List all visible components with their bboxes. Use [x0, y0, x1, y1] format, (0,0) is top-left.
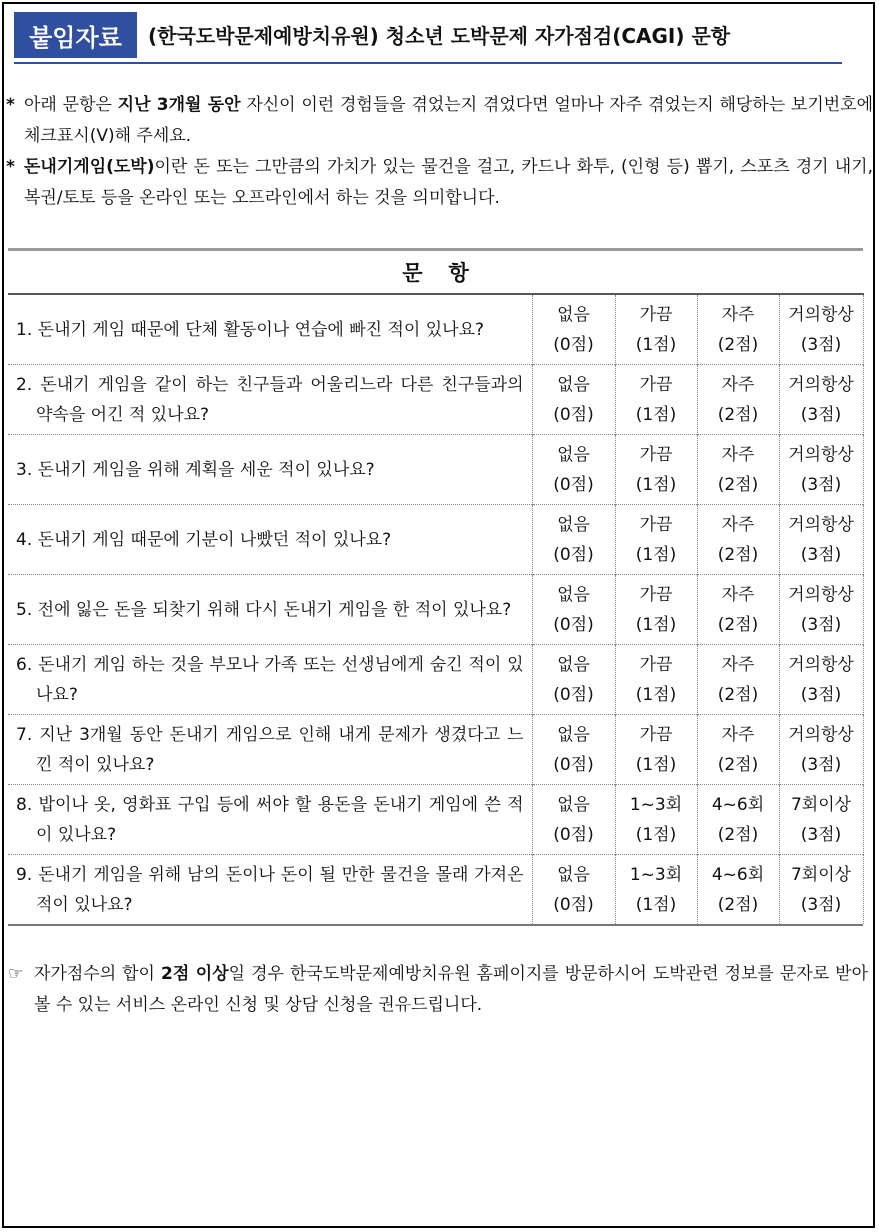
option-label: 자주 [721, 444, 755, 465]
answer-option[interactable] [615, 575, 697, 645]
answer-option[interactable] [697, 855, 779, 925]
answer-option[interactable] [779, 715, 863, 785]
option-label: 1~3회 [629, 794, 683, 815]
option-score: (1점) [635, 544, 677, 565]
question-text-cell [8, 365, 532, 435]
option-score: (1점) [635, 474, 677, 495]
option-label: 거의항상 [788, 654, 854, 675]
instruction-note [4, 90, 873, 152]
pointing-hand-icon: ☞ [8, 964, 24, 984]
note-text: 아래 문항은 [24, 95, 118, 115]
option-label: 가끔 [639, 584, 673, 605]
question-number: 9. [16, 864, 33, 885]
answer-option[interactable] [532, 505, 615, 575]
answer-option[interactable] [779, 365, 863, 435]
option-score: (0점) [553, 684, 594, 705]
question-label: 돈내기 게임을 같이 하는 친구들과 어울리느라 다른 친구들과의 약속을 어긴 적 있나요? [36, 374, 524, 425]
question-text [16, 860, 524, 920]
answer-option[interactable] [697, 505, 779, 575]
question-number: 4. [16, 529, 33, 550]
question-text-cell [8, 715, 532, 785]
option-label: 자주 [721, 724, 755, 745]
question-label: 지난 3개월 동안 돈내기 게임으로 인해 내게 문제가 생겼다고 느낀 적이 있나요? [36, 724, 524, 775]
question-label: 전에 잃은 돈을 되찾기 위해 다시 돈내기 게임을 한 적이 있나요? [37, 599, 512, 620]
option-label: 없음 [557, 374, 590, 395]
footer-text-part: 일 경우 한국도박문제예방치유원 홈페이지를 방문하시어 도박관련 정보를 문자로 받아볼 수 있는 서비스 온라인 신청 및 상담 신청을 권유드립니다. [34, 964, 869, 1015]
question-text [16, 650, 524, 710]
option-score: (3점) [800, 684, 842, 705]
answer-option[interactable] [532, 785, 615, 855]
option-score: (2점) [717, 754, 759, 775]
question-number: 7. [16, 724, 33, 745]
question-row [8, 855, 863, 925]
answer-option[interactable] [532, 294, 615, 365]
option-score: (2점) [717, 824, 759, 845]
question-text [16, 595, 524, 625]
answer-option[interactable] [615, 785, 697, 855]
option-label: 가끔 [639, 654, 673, 675]
option-label: 없음 [557, 304, 590, 325]
question-text [16, 315, 524, 345]
question-row [8, 785, 863, 855]
option-score: (3점) [800, 614, 842, 635]
option-label: 자주 [721, 374, 755, 395]
question-label: 돈내기 게임을 위해 남의 돈이나 돈이 될 만한 물건을 몰래 가져온 적이 있나요? [36, 864, 524, 915]
option-label: 가끔 [639, 444, 673, 465]
option-score: (0점) [553, 614, 594, 635]
answer-option[interactable] [779, 645, 863, 715]
questions-heading: 문항 [402, 261, 495, 285]
question-number: 2. [16, 374, 33, 395]
answer-option[interactable] [615, 365, 697, 435]
answer-option[interactable] [532, 435, 615, 505]
option-score: (0점) [553, 474, 594, 495]
question-label: 돈내기 게임 때문에 기분이 나빴던 적이 있나요? [37, 529, 392, 550]
answer-option[interactable] [697, 575, 779, 645]
option-label: 거의항상 [788, 584, 854, 605]
answer-option[interactable] [697, 645, 779, 715]
option-score: (2점) [717, 894, 759, 915]
answer-option[interactable] [615, 855, 697, 925]
note-emphasis: 돈내기게임(도박) [24, 157, 155, 177]
option-score: (2점) [717, 684, 759, 705]
answer-option[interactable] [615, 645, 697, 715]
question-row [8, 575, 863, 645]
question-row [8, 435, 863, 505]
option-label: 없음 [557, 444, 590, 465]
answer-option[interactable] [615, 435, 697, 505]
question-row [8, 365, 863, 435]
answer-option[interactable] [532, 855, 615, 925]
question-text-cell [8, 505, 532, 575]
option-label: 가끔 [639, 724, 673, 745]
footer-note [8, 959, 868, 1021]
option-score: (0점) [553, 824, 594, 845]
question-text-cell [8, 435, 532, 505]
option-label: 자주 [721, 514, 755, 535]
option-label: 거의항상 [788, 374, 854, 395]
option-label: 거의항상 [788, 444, 854, 465]
asterisk-marker: * [6, 157, 15, 177]
answer-option[interactable] [697, 365, 779, 435]
header-underline [14, 62, 842, 64]
option-label: 4~6회 [711, 794, 765, 815]
option-score: (3점) [800, 544, 842, 565]
question-text-cell [8, 855, 532, 925]
answer-option[interactable] [532, 575, 615, 645]
option-score: (2점) [717, 334, 759, 355]
instructions [4, 90, 873, 214]
document-title: (한국도박문제예방치유원) 청소년 도박문제 자가점검(CAGI) 문항 [148, 24, 731, 48]
answer-option[interactable] [697, 294, 779, 365]
attachment-badge: 붙임자료 [14, 12, 137, 58]
answer-option[interactable] [532, 645, 615, 715]
option-score: (3점) [800, 334, 842, 355]
answer-option[interactable] [779, 785, 863, 855]
option-score: (3점) [800, 404, 842, 425]
option-label: 7회이상 [790, 794, 852, 815]
option-score: (1점) [635, 684, 677, 705]
answer-option[interactable] [532, 365, 615, 435]
option-label: 없음 [557, 584, 590, 605]
instruction-note [4, 152, 873, 214]
option-score: (0점) [553, 334, 594, 355]
option-label: 가끔 [639, 304, 673, 325]
question-row [8, 715, 863, 785]
document-page [2, 2, 875, 1228]
table-bottom-rule [8, 924, 863, 926]
option-score: (0점) [553, 754, 594, 775]
question-text-cell [8, 294, 532, 365]
option-score: (1점) [635, 894, 677, 915]
option-label: 없음 [557, 514, 590, 535]
answer-option[interactable] [779, 505, 863, 575]
option-label: 없음 [557, 724, 590, 745]
option-score: (1점) [635, 824, 677, 845]
answer-option[interactable] [697, 785, 779, 855]
answer-option[interactable] [779, 294, 863, 365]
option-label: 7회이상 [790, 864, 852, 885]
option-score: (2점) [717, 474, 759, 495]
option-label: 가끔 [639, 374, 673, 395]
option-label: 거의항상 [788, 724, 854, 745]
question-number: 8. [16, 794, 33, 815]
question-label: 밥이나 옷, 영화표 구입 등에 써야 할 용돈을 돈내기 게임에 쓴 적이 있나요? [36, 794, 524, 845]
option-score: (1점) [635, 334, 677, 355]
question-row [8, 645, 863, 715]
answer-option[interactable] [697, 435, 779, 505]
answer-option[interactable] [779, 435, 863, 505]
question-text [16, 525, 524, 555]
option-score: (2점) [717, 544, 759, 565]
answer-option[interactable] [615, 294, 697, 365]
answer-option[interactable] [779, 855, 863, 925]
question-text [16, 720, 524, 780]
footer-text [8, 959, 868, 1021]
option-score: (2점) [717, 404, 759, 425]
asterisk-marker: * [6, 95, 15, 115]
questions-section [8, 248, 863, 926]
question-number: 6. [16, 654, 33, 675]
question-label: 돈내기 게임 때문에 단체 활동이나 연습에 빠진 적이 있나요? [37, 319, 485, 340]
option-score: (1점) [635, 614, 677, 635]
option-score: (3점) [800, 824, 842, 845]
question-text [16, 790, 524, 850]
option-score: (3점) [800, 474, 842, 495]
question-label: 돈내기 게임 하는 것을 부모나 가족 또는 선생님에게 숨긴 적이 있나요? [36, 654, 524, 705]
note-emphasis: 지난 3개월 동안 [117, 95, 241, 115]
option-label: 자주 [721, 584, 755, 605]
question-number: 5. [16, 599, 33, 620]
question-number: 3. [16, 459, 33, 480]
question-text [16, 370, 524, 430]
answer-option[interactable] [615, 715, 697, 785]
option-score: (1점) [635, 754, 677, 775]
questions-table [8, 293, 864, 924]
question-text-cell [8, 575, 532, 645]
note-text: 자신이 이런 경험들을 겪었는지 겪었다면 얼마나 자주 겪었는지 해당하는 보기번호에 체크표시(V)해 주세요. [24, 95, 874, 146]
note-text: 이란 돈 또는 그만큼의 가치가 있는 물건을 걸고, 카드나 화투, (인형 등) 뽑기, 스포츠 경기 내기, 복권/토토 등을 온라인 또는 오프라인에서 하는 것을 의미합니다. [24, 157, 873, 208]
question-number: 1. [16, 319, 33, 340]
option-label: 4~6회 [711, 864, 765, 885]
question-text [16, 455, 524, 485]
option-score: (3점) [800, 894, 842, 915]
answer-option[interactable] [615, 505, 697, 575]
question-row [8, 294, 863, 365]
answer-option[interactable] [779, 575, 863, 645]
option-score: (0점) [553, 404, 594, 425]
option-label: 1~3회 [629, 864, 683, 885]
option-score: (2점) [717, 614, 759, 635]
option-score: (3점) [800, 754, 842, 775]
option-score: (0점) [553, 544, 594, 565]
option-label: 없음 [557, 654, 590, 675]
answer-option[interactable] [697, 715, 779, 785]
option-label: 가끔 [639, 514, 673, 535]
document-header [14, 12, 842, 64]
option-label: 없음 [557, 794, 590, 815]
answer-option[interactable] [532, 715, 615, 785]
option-label: 자주 [721, 654, 755, 675]
option-score: (0점) [553, 894, 594, 915]
question-text-cell [8, 645, 532, 715]
question-text-cell [8, 785, 532, 855]
footer-text-part: 자가점수의 합이 [34, 964, 161, 984]
question-label: 돈내기 게임을 위해 계획을 세운 적이 있나요? [37, 459, 375, 480]
option-label: 자주 [721, 304, 755, 325]
option-label: 없음 [557, 864, 590, 885]
option-label: 거의항상 [788, 514, 854, 535]
option-label: 거의항상 [788, 304, 854, 325]
option-score: (1점) [635, 404, 677, 425]
footer-emphasis: 2점 이상 [161, 964, 229, 984]
question-row [8, 505, 863, 575]
